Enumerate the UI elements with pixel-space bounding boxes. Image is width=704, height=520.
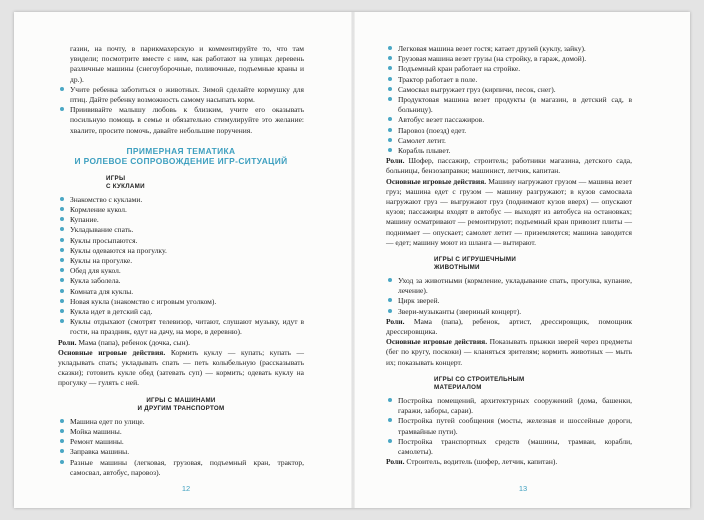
list-item: Кормление кукол.	[58, 205, 304, 215]
bullet-icon	[388, 117, 392, 121]
bullet-icon	[60, 429, 64, 433]
bullet-icon	[388, 77, 392, 81]
bullet-icon	[60, 419, 64, 423]
list-item: Трактор работает в поле.	[386, 75, 632, 85]
cars-games-title: ИГРЫ С МАШИНАМИ И ДРУГИМ ТРАНСПОРТОМ	[137, 396, 225, 412]
section-title: ПРИМЕРНАЯ ТЕМАТИКА И РОЛЕВОЕ СОПРОВОЖДЕНИЕ ИГР-СИТУАЦИЙ	[74, 145, 288, 167]
list-item: Ремонт машины.	[58, 437, 304, 447]
list-item: Заправка машины.	[58, 447, 304, 457]
bullet-icon	[60, 439, 64, 443]
list-item: Цирк зверей.	[386, 296, 632, 306]
transport-actions-paragraph: Основные игровые действия. Машину нагружают грузом — машина везет груз; машина едет с грузом — машину разгружают; в кузов самосвала нагружают груз — выгружают груз (поднимают кузов вверх) — опускают кузов; пассажиры входят в автобус — выходят из автобуса на остановках; машину осматривают — ремонтируют; подъемный кран привозит плиты — поднимает — опускает; самолет летит — приземляется; машина заводится — едет; машину моют из шланга — вытирают.	[386, 176, 632, 247]
list-item: Обед для кукол.	[58, 266, 304, 276]
bullet-icon	[60, 309, 64, 313]
bullet-icon	[388, 97, 392, 101]
list-item: Подъемный кран работает на стройке.	[386, 64, 632, 74]
bullet-icon	[60, 299, 64, 303]
bullet-icon	[388, 439, 392, 443]
list-item: Новая кукла (знакомство с игровым уголком).	[58, 297, 304, 307]
animals-actions-paragraph: Основные игровые действия. Показывать прыжки зверей через предметы (бег по кругу, поскоки) — кланяться зрителям; кормить животных — мыть их; показывать концерт.	[386, 337, 633, 367]
list-item: Постройка помещений, архитектурных сооружений (дома, башенки, гаражи, заборы, сараи).	[386, 396, 632, 416]
bullet-icon	[60, 449, 64, 453]
list-item: Комната для куклы.	[58, 287, 304, 297]
left-page	[58, 44, 304, 478]
list-item: Кукла идет в детский сад.	[58, 307, 304, 317]
book-gutter	[351, 12, 355, 508]
bullet-icon	[60, 268, 64, 272]
list-item: Грузовая машина везет грузы (на стройку, в гараж, домой).	[386, 54, 632, 64]
bullet-icon	[60, 207, 64, 211]
bullet-icon	[60, 238, 64, 242]
bullet-icon	[388, 418, 392, 422]
page-number: 12	[181, 484, 191, 493]
bullet-icon	[388, 298, 392, 302]
list-item: Учите ребенка заботиться о животных. Зимой сделайте кормушку для птиц. Дайте ребенку возможность самому насыпать корм.	[58, 85, 304, 105]
bullet-icon	[388, 309, 392, 313]
dolls-roles-paragraph: Роли. Мама (папа), ребенок (дочка, сын).	[58, 337, 190, 347]
bullet-icon	[60, 319, 64, 323]
building-games-title: ИГРЫ СО СТРОИТЕЛЬНЫМ МАТЕРИАЛОМ	[434, 375, 525, 391]
bullet-icon	[60, 289, 64, 293]
transport-roles-paragraph: Роли. Шофер, пассажир, строитель; работники магазина, детского сада, больницы, бензозаправки; машинист, летчик, капитан.	[386, 156, 632, 176]
bullet-icon	[388, 278, 392, 282]
bullet-icon	[60, 258, 64, 262]
bullet-icon	[60, 248, 64, 252]
bullet-icon	[388, 56, 392, 60]
list-item: Мойка машины.	[58, 427, 304, 437]
bullet-icon	[60, 227, 64, 231]
list-item: Постройка транспортных средств (машины, трамваи, корабли, самолеты).	[386, 437, 632, 457]
list-item: Паровоз (поезд) едет.	[386, 126, 632, 136]
list-item: Приививайте малышу любовь к близким, учите его оказывать посильную помощь в семье и обязательно стимулируйте это желание: хвалите, просите помочь, давайте небольшие поручения.	[58, 105, 304, 136]
list-item: Куклы на прогулке.	[58, 256, 304, 266]
tips-list	[58, 85, 304, 136]
list-item: Машина едет по улице.	[58, 417, 304, 427]
cars-games-list	[58, 417, 304, 478]
dolls-games-title: ИГРЫ С КУКЛАМИ	[106, 174, 145, 190]
building-games-list	[386, 396, 632, 457]
list-item: Самолет летит.	[386, 136, 632, 146]
list-item: Постройка путей сообщения (мосты, железная и шоссейные дороги, трамвайные пути).	[386, 416, 632, 436]
bullet-icon	[60, 87, 64, 91]
bullet-icon	[388, 138, 392, 142]
bullet-icon	[60, 278, 64, 282]
animals-roles-paragraph: Роли. Мама (папа), ребенок, артист, дрессировщик, помощник дрессировщика.	[386, 316, 632, 337]
list-item: Укладывание спать.	[58, 225, 304, 235]
animals-games-list	[386, 276, 632, 317]
bullet-icon	[60, 217, 64, 221]
list-item: Самосвал выгружает груз (кирпичи, песок, снег).	[386, 85, 632, 95]
list-item: Легковая машина везет гостя; катает друзей (куклу, зайку).	[386, 44, 632, 54]
list-item: Уход за животными (кормление, укладывание спать, прогулка, купание, лечение).	[386, 276, 632, 296]
list-item: Куклы просыпаются.	[58, 236, 304, 246]
bullet-icon	[60, 197, 64, 201]
page-number: 13	[518, 484, 528, 493]
bullet-icon	[388, 87, 392, 91]
list-item: Знакомство с куклами.	[58, 195, 304, 205]
animals-games-title: ИГРЫ С ИГРУШЕЧНЫМИ ЖИВОТНЫМИ	[434, 256, 517, 272]
bullet-icon	[388, 128, 392, 132]
bullet-icon	[388, 46, 392, 50]
bullet-icon	[388, 66, 392, 70]
book-spread	[14, 12, 690, 508]
bullet-icon	[388, 398, 392, 402]
bullet-icon	[388, 148, 392, 152]
building-roles-paragraph: Роли. Строитель, водитель (шофер, летчик, капитан).	[386, 457, 558, 467]
list-item: Кукла заболела.	[58, 276, 304, 286]
list-item: Купание.	[58, 215, 304, 225]
dolls-actions-paragraph: Основные игровые действия. Кормить куклу — купать; купать — укладывать спать; укладывать спать — петь колыбельную (рассказывать сказки); готовить кукле обед (затевать суп) — кормить; одевать куклу на прогулку — гулять с ней.	[58, 347, 304, 388]
transport-games-list	[386, 44, 632, 156]
bullet-icon	[60, 107, 64, 111]
right-page	[386, 44, 632, 467]
list-item: Корабль плывет.	[386, 146, 632, 156]
continuation-paragraph: газин, на почту, в парикмахерскую и комментируйте то, что там увидели; посмотрите вместе с ним, как работают на улицах деревень различные машины (снегоуборочные, поливочные, подъемные краны и др.).	[70, 44, 304, 84]
bullet-icon	[60, 460, 64, 464]
list-item: Куклы одеваются на прогулку.	[58, 246, 304, 256]
list-item: Автобус везет пассажиров.	[386, 115, 632, 125]
list-item: Продуктовая машина везет продукты (в магазин, в детский сад, в больницу).	[386, 95, 632, 115]
list-item: Куклы отдыхают (смотрят телевизор, читают, слушают музыку, идут в гости, на праздник, едут на дачу, на море, в деревню).	[58, 317, 304, 337]
list-item: Звери-музыканты (звериный концерт).	[386, 307, 632, 317]
list-item: Разные машины (легковая, грузовая, подъемный кран, трактор, самосвал, автобус, паровоз).	[58, 458, 304, 478]
dolls-games-list	[58, 195, 304, 338]
